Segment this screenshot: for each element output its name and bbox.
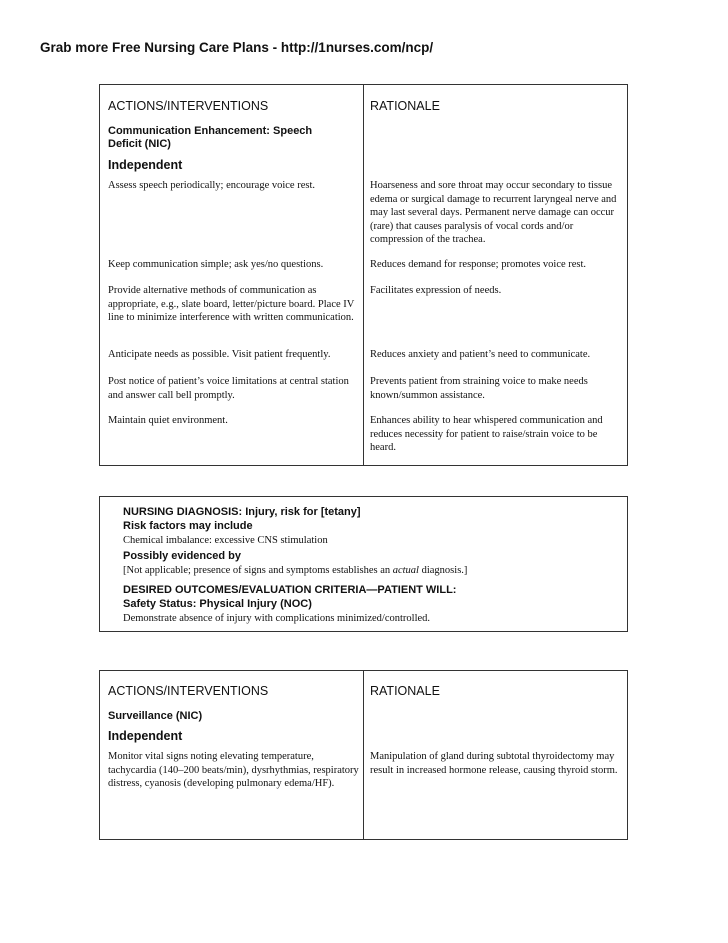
- table-1-row-1-action: Assess speech periodically; encourage voice rest.: [108, 180, 316, 191]
- table-1-divider: [363, 84, 364, 466]
- table-2-section-title: Surveillance (NIC): [108, 710, 203, 722]
- table-1-rationale-header: RATIONALE: [370, 99, 440, 113]
- risk-factors-text: Chemical imbalance: excessive CNS stimulation: [123, 535, 328, 546]
- noc-heading: Safety Status: Physical Injury (NOC): [123, 598, 312, 610]
- table-2-actions-header: ACTIONS/INTERVENTIONS: [108, 684, 269, 698]
- page-header-link[interactable]: Grab more Free Nursing Care Plans - http://1nurses.com/ncp/: [40, 40, 434, 55]
- diagnosis-title: NURSING DIAGNOSIS: Injury, risk for [tetany]: [123, 506, 361, 518]
- table-1-row-6-action: Maintain quiet environment.: [108, 415, 228, 426]
- noc-text: Demonstrate absence of injury with complications minimized/controlled.: [123, 613, 431, 624]
- table-2-rationale-header: RATIONALE: [370, 684, 440, 698]
- evidence-text-pre: [Not applicable; presence of signs and symptoms establishes an: [123, 565, 393, 576]
- table-1-row-5-action: Post notice of patient’s voice limitations at central station and answer call bell promptly.: [108, 376, 349, 401]
- table-1-row-6-rationale: Enhances ability to hear whispered communication and reduces necessity for patient to raise/strain voice to be heard.: [370, 415, 603, 454]
- evidence-text: [123, 564, 613, 577]
- evidence-text-emphasis: actual: [392, 565, 419, 576]
- evidence-text-post: diagnosis.]: [418, 565, 468, 576]
- table-1-row-3-rationale: Facilitates expression of needs.: [370, 285, 502, 296]
- evidence-heading: Possibly evidenced by: [123, 550, 241, 562]
- table-1-section-title: Communication Enhancement: Speech Deficit (NIC): [108, 125, 313, 150]
- table-1-actions-header: ACTIONS/INTERVENTIONS: [108, 99, 269, 113]
- risk-factors-heading: Risk factors may include: [123, 520, 253, 532]
- table-1-row-2-rationale: Reduces demand for response; promotes voice rest.: [370, 259, 587, 270]
- table-1-row-2-action: Keep communication simple; ask yes/no questions.: [108, 259, 324, 270]
- table-2-divider: [363, 670, 364, 840]
- table-2-row-1-action: Monitor vital signs noting elevating temperature, tachycardia (140–200 beats/min), dysrhythmias, respiratory distress, cyanosis (developing pulmonary edema/HF).: [108, 751, 359, 790]
- table-1-row-4-rationale: Reduces anxiety and patient’s need to communicate.: [370, 349, 591, 360]
- table-1-row-1-rationale: Hoarseness and sore throat may occur secondary to tissue edema or surgical damage to recurrent laryngeal nerve and may last several days. Permanent nerve damage can occur (rare) that causes paralysis of vocal cords and/or compression of the trachea.: [370, 180, 617, 246]
- table-1-row-5-rationale: Prevents patient from straining voice to make needs known/summon assistance.: [370, 376, 588, 401]
- table-2-row-1-rationale: Manipulation of gland during subtotal thyroidectomy may result in increased hormone release, causing thyroid storm.: [370, 751, 618, 776]
- table-1-row-4-action: Anticipate needs as possible. Visit patient frequently.: [108, 349, 331, 360]
- table-2-independent-label: Independent: [108, 729, 183, 743]
- table-1-independent-label: Independent: [108, 158, 183, 172]
- desired-outcomes-heading: DESIRED OUTCOMES/EVALUATION CRITERIA—PATIENT WILL:: [123, 584, 457, 596]
- table-1-row-3-action: Provide alternative methods of communication as appropriate, e.g., slate board, letter/picture board. Place IV line to minimize interference with written communication.: [108, 285, 355, 324]
